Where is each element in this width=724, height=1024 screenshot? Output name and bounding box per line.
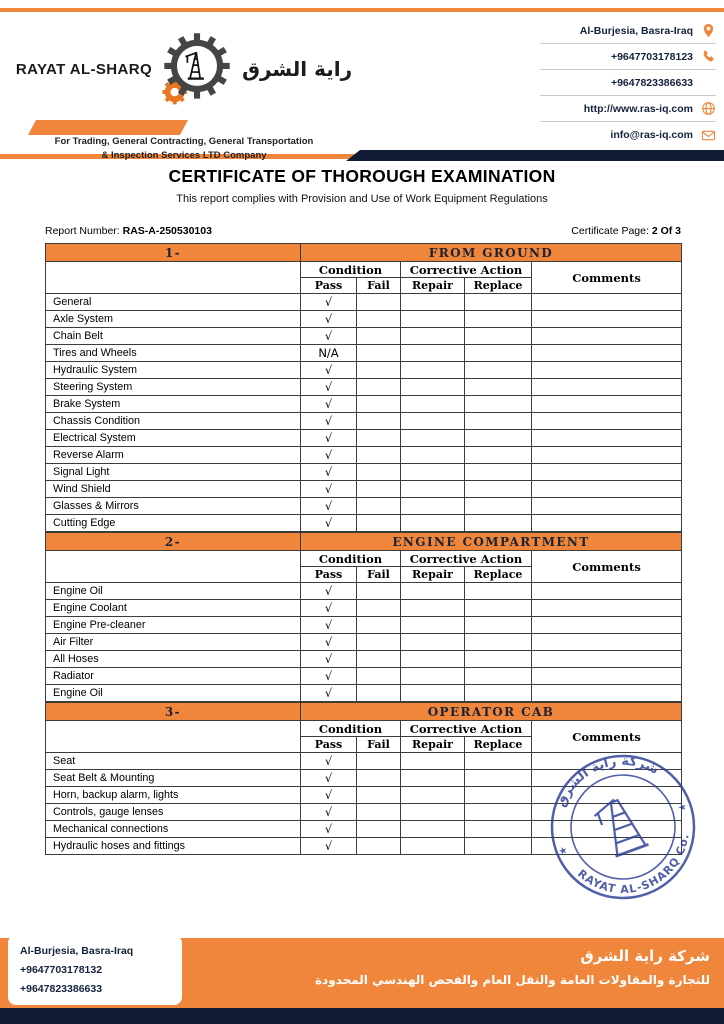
replace-cell — [465, 821, 532, 838]
item-name: Cutting Edge — [46, 515, 301, 532]
inspection-row — [46, 345, 682, 362]
inspection-row — [46, 311, 682, 328]
comments-header: Comments — [532, 262, 682, 294]
contact-text: Al-Burjesia, Basra-Iraq — [579, 24, 693, 37]
fail-cell — [357, 430, 401, 447]
certificate-page-number — [571, 225, 681, 237]
fail-cell — [357, 838, 401, 855]
fail-cell — [357, 804, 401, 821]
svg-text:RAYAT AL-SHARQ Co. — [573, 828, 705, 913]
replace-cell — [465, 362, 532, 379]
item-name: All Hoses — [46, 651, 301, 668]
inspection-row — [46, 430, 682, 447]
fail-cell — [357, 396, 401, 413]
inspection-row — [46, 617, 682, 634]
inspection-row — [46, 379, 682, 396]
fail-cell — [357, 447, 401, 464]
item-name: Seat Belt & Mounting — [46, 770, 301, 787]
comments-cell — [532, 481, 682, 498]
item-name: Engine Oil — [46, 685, 301, 702]
comments-cell — [532, 651, 682, 668]
fail-cell — [357, 413, 401, 430]
pass-cell: √ — [301, 447, 357, 464]
stamp-star-left: ★ — [557, 844, 570, 859]
replace-cell — [465, 481, 532, 498]
replace-cell — [465, 430, 532, 447]
comments-cell — [532, 294, 682, 311]
fail-header: Fail — [357, 567, 401, 583]
replace-header: Replace — [465, 567, 532, 583]
replace-cell — [465, 413, 532, 430]
stamp-bottom-text: RAYAT AL-SHARQ Co. — [575, 832, 692, 897]
repair-header: Repair — [401, 737, 465, 753]
comments-cell — [532, 345, 682, 362]
footer-phone-2: +9647823386633 — [20, 982, 103, 995]
comments-cell — [532, 515, 682, 532]
page-title: CERTIFICATE OF THOROUGH EXAMINATION — [168, 166, 556, 186]
pass-cell: √ — [301, 498, 357, 515]
section-header-row — [46, 703, 682, 721]
comments-cell — [532, 413, 682, 430]
item-name: Wind Shield — [46, 481, 301, 498]
fail-cell — [357, 294, 401, 311]
inspection-table — [45, 243, 682, 532]
fail-header: Fail — [357, 278, 401, 294]
footer-address: Al-Burjesia, Basra-Iraq — [20, 945, 134, 957]
inspection-row — [46, 413, 682, 430]
comments-cell — [532, 668, 682, 685]
replace-cell — [465, 617, 532, 634]
replace-cell — [465, 634, 532, 651]
item-name: Seat — [46, 753, 301, 770]
fail-cell — [357, 651, 401, 668]
stamp-star-right: ★ — [676, 801, 689, 815]
fail-cell — [357, 311, 401, 328]
comments-cell — [532, 583, 682, 600]
repair-cell — [401, 838, 465, 855]
section-title: ENGINE COMPARTMENT — [301, 533, 682, 551]
comments-header: Comments — [532, 551, 682, 583]
footer-band — [0, 938, 724, 1008]
inspection-row — [46, 464, 682, 481]
fail-cell — [357, 634, 401, 651]
item-name: Radiator — [46, 668, 301, 685]
fail-cell — [357, 498, 401, 515]
fail-cell — [357, 328, 401, 345]
company-name-en: RAYAT AL-SHARQ — [15, 60, 153, 78]
repair-cell — [401, 294, 465, 311]
bottom-navy-bar — [0, 1008, 724, 1024]
repair-cell — [401, 685, 465, 702]
inspection-row — [46, 362, 682, 379]
pass-cell: √ — [301, 481, 357, 498]
section-number: 2- — [46, 533, 301, 551]
repair-cell — [401, 600, 465, 617]
column-group-row — [46, 262, 682, 278]
replace-cell — [465, 498, 532, 515]
pass-cell: √ — [301, 753, 357, 770]
fail-cell — [357, 753, 401, 770]
fail-cell — [357, 515, 401, 532]
column-group-row — [46, 721, 682, 737]
pass-cell: √ — [301, 770, 357, 787]
section-number: 1- — [46, 244, 301, 262]
replace-header: Replace — [465, 737, 532, 753]
pass-header: Pass — [301, 567, 357, 583]
comments-cell — [532, 311, 682, 328]
pass-cell: √ — [301, 821, 357, 838]
repair-cell — [401, 396, 465, 413]
section-number: 3- — [46, 703, 301, 721]
comments-header: Comments — [532, 721, 682, 753]
item-name: Steering System — [46, 379, 301, 396]
company-name-ar: راية الشرق — [242, 57, 353, 81]
item-name: Glasses & Mirrors — [46, 498, 301, 515]
pass-cell: √ — [301, 838, 357, 855]
pass-header: Pass — [301, 278, 357, 294]
item-name: Hydraulic System — [46, 362, 301, 379]
fail-header: Fail — [357, 737, 401, 753]
tagline-accent-shape — [28, 120, 188, 135]
item-column-spacer — [46, 262, 301, 294]
inspection-row — [46, 685, 682, 702]
no-icon — [701, 75, 716, 90]
repair-cell — [401, 787, 465, 804]
repair-cell — [401, 362, 465, 379]
replace-cell — [465, 311, 532, 328]
pass-cell: √ — [301, 668, 357, 685]
corrective-action-header: Corrective Action — [401, 721, 532, 737]
pass-header: Pass — [301, 737, 357, 753]
report-meta-line — [45, 225, 681, 237]
stamp-top-text: شركة راية الشرق — [553, 753, 661, 810]
pass-cell: √ — [301, 328, 357, 345]
repair-cell — [401, 430, 465, 447]
pass-cell: √ — [301, 396, 357, 413]
item-name: Axle System — [46, 311, 301, 328]
pass-cell: √ — [301, 583, 357, 600]
pass-cell: √ — [301, 379, 357, 396]
section-title: OPERATOR CAB — [301, 703, 682, 721]
fail-cell — [357, 345, 401, 362]
report-number — [45, 225, 212, 237]
footer-arabic-block — [315, 947, 710, 987]
contact-row — [540, 18, 716, 44]
report-number-label: Report Number: — [45, 225, 120, 237]
replace-cell — [465, 396, 532, 413]
comments-cell — [532, 328, 682, 345]
inspection-table — [45, 532, 682, 702]
replace-cell — [465, 379, 532, 396]
item-name: General — [46, 294, 301, 311]
comments-cell — [532, 498, 682, 515]
item-name: Engine Coolant — [46, 600, 301, 617]
certificate-page-value: 2 Of 3 — [651, 225, 681, 237]
envelope-icon — [701, 128, 716, 143]
repair-cell — [401, 345, 465, 362]
company-tagline — [28, 120, 340, 164]
inspection-row — [46, 651, 682, 668]
repair-cell — [401, 634, 465, 651]
pass-cell: √ — [301, 787, 357, 804]
tagline-line2: & Inspection Services LTD Company — [101, 150, 267, 162]
repair-cell — [401, 379, 465, 396]
fail-cell — [357, 685, 401, 702]
repair-cell — [401, 668, 465, 685]
pass-cell: √ — [301, 362, 357, 379]
item-name: Horn, backup alarm, lights — [46, 787, 301, 804]
corrective-action-header: Corrective Action — [401, 262, 532, 278]
corrective-action-header: Corrective Action — [401, 551, 532, 567]
footer-phone-1: +9647703178132 — [20, 963, 103, 976]
contact-block — [540, 18, 716, 148]
item-name: Electrical System — [46, 430, 301, 447]
condition-header: Condition — [301, 262, 401, 278]
repair-header: Repair — [401, 567, 465, 583]
report-number-value: RAS-A-250530103 — [122, 225, 212, 237]
inspection-row — [46, 668, 682, 685]
inspection-row — [46, 600, 682, 617]
replace-cell — [465, 685, 532, 702]
replace-cell — [465, 753, 532, 770]
repair-cell — [401, 413, 465, 430]
item-name: Brake System — [46, 396, 301, 413]
condition-header: Condition — [301, 551, 401, 567]
pass-cell: √ — [301, 294, 357, 311]
comments-cell — [532, 634, 682, 651]
pass-cell: √ — [301, 464, 357, 481]
item-name: Engine Pre-cleaner — [46, 617, 301, 634]
fail-cell — [357, 464, 401, 481]
pass-cell: √ — [301, 685, 357, 702]
contact-text: +9647823386633 — [610, 76, 693, 89]
stamp-derrick-icon — [591, 794, 648, 859]
replace-cell — [465, 583, 532, 600]
fail-cell — [357, 821, 401, 838]
footer-description-ar: للتجارة والمقاولات العامة والنقل العام والفحص الهندسي المحدودة — [314, 973, 710, 987]
tagline-line1: For Trading, General Contracting, General Transportation — [54, 136, 314, 147]
company-logo-graphic — [157, 25, 237, 113]
replace-cell — [465, 294, 532, 311]
item-column-spacer — [46, 721, 301, 753]
pass-cell: √ — [301, 634, 357, 651]
comments-cell — [532, 685, 682, 702]
repair-cell — [401, 804, 465, 821]
comments-cell — [532, 464, 682, 481]
comments-cell — [532, 617, 682, 634]
replace-cell — [465, 515, 532, 532]
pass-cell: √ — [301, 651, 357, 668]
certificate-page-label: Certificate Page: — [571, 225, 649, 237]
replace-cell — [465, 651, 532, 668]
replace-cell — [465, 345, 532, 362]
footer-contact-box — [8, 935, 182, 1005]
item-column-spacer — [46, 551, 301, 583]
section-title: FROM GROUND — [301, 244, 682, 262]
repair-cell — [401, 515, 465, 532]
item-name: Hydraulic hoses and fittings — [46, 838, 301, 855]
comments-cell — [532, 447, 682, 464]
contact-row — [540, 44, 716, 70]
repair-header: Repair — [401, 278, 465, 294]
item-name: Chain Belt — [46, 328, 301, 345]
inspection-row — [46, 294, 682, 311]
inspection-row — [46, 447, 682, 464]
contact-text: +9647703178123 — [610, 50, 693, 63]
comments-cell — [532, 396, 682, 413]
header-separator-navy — [346, 150, 724, 161]
repair-cell — [401, 464, 465, 481]
inspection-row — [46, 583, 682, 600]
fail-cell — [357, 362, 401, 379]
replace-header: Replace — [465, 278, 532, 294]
item-name: Engine Oil — [46, 583, 301, 600]
company-logo-block — [15, 20, 353, 164]
location-pin-icon — [701, 23, 716, 38]
contact-text: http://www.ras-iq.com — [583, 102, 693, 115]
fail-cell — [357, 481, 401, 498]
contact-row — [540, 70, 716, 96]
pass-cell: √ — [301, 413, 357, 430]
inspection-row — [46, 396, 682, 413]
inspection-row — [46, 481, 682, 498]
comments-cell — [532, 379, 682, 396]
replace-cell — [465, 668, 532, 685]
inspection-row — [46, 634, 682, 651]
replace-cell — [465, 804, 532, 821]
comments-cell — [532, 362, 682, 379]
item-name: Chassis Condition — [46, 413, 301, 430]
condition-header: Condition — [301, 721, 401, 737]
section-header-row — [46, 244, 682, 262]
repair-cell — [401, 651, 465, 668]
top-accent-line — [0, 8, 724, 12]
item-name: Controls, gauge lenses — [46, 804, 301, 821]
repair-cell — [401, 617, 465, 634]
repair-cell — [401, 311, 465, 328]
repair-cell — [401, 821, 465, 838]
item-name: Mechanical connections — [46, 821, 301, 838]
footer-company-ar: شركة راية الشرق — [580, 947, 710, 965]
pass-cell: √ — [301, 515, 357, 532]
inspection-row — [46, 515, 682, 532]
replace-cell — [465, 447, 532, 464]
repair-cell — [401, 498, 465, 515]
replace-cell — [465, 600, 532, 617]
comments-cell — [532, 600, 682, 617]
fail-cell — [357, 770, 401, 787]
fail-cell — [357, 617, 401, 634]
globe-icon — [701, 101, 716, 116]
repair-cell — [401, 583, 465, 600]
replace-cell — [465, 770, 532, 787]
repair-cell — [401, 753, 465, 770]
replace-cell — [465, 464, 532, 481]
pass-cell: √ — [301, 804, 357, 821]
contact-text: info@ras-iq.com — [610, 129, 693, 141]
fail-cell — [357, 379, 401, 396]
repair-cell — [401, 481, 465, 498]
repair-cell — [401, 770, 465, 787]
item-name: Air Filter — [46, 634, 301, 651]
phone-icon — [701, 49, 716, 64]
fail-cell — [357, 668, 401, 685]
contact-row — [540, 122, 716, 148]
pass-cell: √ — [301, 617, 357, 634]
column-group-row — [46, 551, 682, 567]
contact-row — [540, 96, 716, 122]
item-name: Signal Light — [46, 464, 301, 481]
inspection-row — [46, 498, 682, 515]
item-name: Reverse Alarm — [46, 447, 301, 464]
section-header-row — [46, 533, 682, 551]
page-subtitle: This report complies with Provision and Use of Work Equipment Regulations — [176, 193, 548, 205]
pass-cell: √ — [301, 311, 357, 328]
repair-cell — [401, 447, 465, 464]
replace-cell — [465, 838, 532, 855]
pass-cell: N/A — [301, 345, 357, 362]
replace-cell — [465, 328, 532, 345]
inspection-row — [46, 328, 682, 345]
fail-cell — [357, 787, 401, 804]
fail-cell — [357, 583, 401, 600]
fail-cell — [357, 600, 401, 617]
pass-cell: √ — [301, 600, 357, 617]
item-name: Tires and Wheels — [46, 345, 301, 362]
comments-cell — [532, 430, 682, 447]
pass-cell: √ — [301, 430, 357, 447]
replace-cell — [465, 787, 532, 804]
repair-cell — [401, 328, 465, 345]
